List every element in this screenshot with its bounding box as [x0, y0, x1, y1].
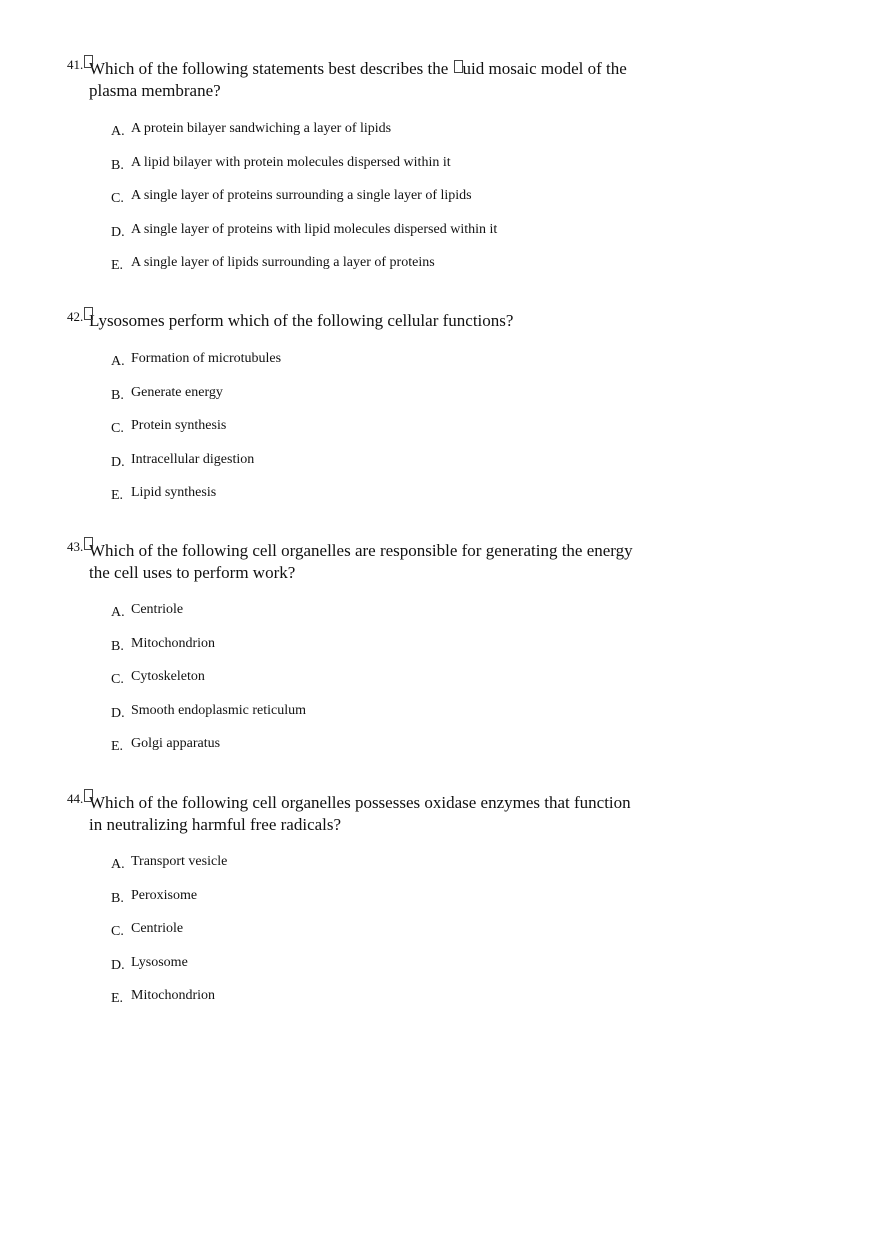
question-number: 43. — [67, 536, 93, 558]
option-letter: C. — [111, 924, 124, 939]
option-letter: A. — [111, 605, 125, 620]
option-letter: A. — [111, 354, 125, 369]
option-text: Mitochondrion — [131, 635, 215, 651]
option-letter: D. — [111, 957, 125, 973]
option-letter: D. — [111, 454, 125, 470]
answer-option-a[interactable] — [111, 350, 281, 384]
question-44 — [67, 791, 707, 1006]
option-letter: B. — [111, 387, 124, 403]
answer-option-c[interactable] — [111, 417, 281, 451]
answer-option-c[interactable] — [111, 920, 227, 954]
answer-option-e[interactable] — [111, 987, 227, 1021]
option-text: Protein synthesis — [131, 418, 227, 433]
question-text: Which of the following cell organelles are responsible for generating the energy the cell uses to perform work? — [89, 541, 633, 582]
missing-glyph-box — [84, 537, 93, 550]
answer-option-a[interactable] — [111, 120, 497, 154]
option-letter: E. — [111, 488, 124, 503]
question-41-stem — [67, 58, 707, 102]
answer-option-b[interactable] — [111, 384, 281, 418]
option-letter: C. — [111, 421, 124, 436]
answer-option-a[interactable] — [111, 853, 227, 887]
option-text: A protein bilayer sandwiching a layer of lipids — [131, 121, 392, 136]
option-text: A single layer of proteins surrounding a single layer of lipids — [131, 188, 472, 203]
option-text: Intracellular digestion — [131, 451, 255, 467]
answer-option-b[interactable] — [111, 154, 497, 188]
answer-option-c[interactable] — [111, 187, 497, 221]
answer-options — [111, 601, 306, 769]
question-44-stem — [67, 792, 707, 836]
answer-options — [111, 350, 281, 518]
option-letter: E. — [111, 991, 124, 1006]
option-letter: B. — [111, 157, 124, 173]
answer-option-d[interactable] — [111, 702, 306, 736]
answer-option-d[interactable] — [111, 954, 227, 988]
option-text: Centriole — [131, 602, 184, 617]
option-letter: C. — [111, 672, 124, 687]
missing-glyph-box — [454, 60, 463, 73]
option-letter: B. — [111, 638, 124, 654]
option-text: A single layer of lipids surrounding a layer of proteins — [131, 255, 435, 270]
missing-glyph-box — [84, 307, 93, 320]
option-text: A single layer of proteins with lipid molecules dispersed within it — [131, 221, 498, 237]
option-letter: E. — [111, 739, 124, 754]
option-text: Centriole — [131, 921, 184, 936]
question-43-stem — [67, 540, 707, 584]
question-text: Which of the following cell organelles possesses oxidase enzymes that function in neutralizing harmful free radicals? — [89, 793, 631, 834]
option-letter: E. — [111, 258, 124, 273]
question-42 — [67, 309, 707, 503]
answer-option-b[interactable] — [111, 887, 227, 921]
answer-option-c[interactable] — [111, 668, 306, 702]
answer-option-e[interactable] — [111, 484, 281, 518]
answer-option-d[interactable] — [111, 451, 281, 485]
option-letter: D. — [111, 705, 125, 721]
answer-option-e[interactable] — [111, 735, 306, 769]
question-number: 42. — [67, 306, 93, 328]
option-text: Lipid synthesis — [131, 485, 217, 500]
missing-glyph-box — [84, 789, 93, 802]
answer-options — [111, 120, 497, 288]
option-text: Lysosome — [131, 954, 188, 970]
answer-option-d[interactable] — [111, 221, 497, 255]
answer-options — [111, 853, 227, 1021]
option-letter: A. — [111, 124, 125, 139]
option-text: Formation of microtubules — [131, 351, 282, 366]
question-text: Which of the following statements best describes the uid mosaic model of the plasma membrane? — [89, 59, 627, 100]
option-letter: C. — [111, 191, 124, 206]
option-text: Mitochondrion — [131, 988, 215, 1003]
question-42-stem — [67, 310, 707, 332]
answer-option-b[interactable] — [111, 635, 306, 669]
missing-glyph-box — [84, 55, 93, 68]
option-text: Cytoskeleton — [131, 669, 205, 684]
option-text: Smooth endoplasmic reticulum — [131, 702, 306, 718]
option-text: Peroxisome — [131, 887, 198, 903]
option-text: A lipid bilayer with protein molecules dispersed within it — [131, 154, 451, 170]
answer-option-a[interactable] — [111, 601, 306, 635]
option-text: Golgi apparatus — [131, 736, 221, 751]
answer-option-e[interactable] — [111, 254, 497, 288]
question-number: 44. — [67, 788, 93, 810]
option-text: Generate energy — [131, 384, 223, 400]
option-text: Transport vesicle — [131, 854, 228, 869]
option-letter: A. — [111, 857, 125, 872]
option-letter: D. — [111, 224, 125, 240]
question-41 — [67, 57, 707, 273]
option-letter: B. — [111, 890, 124, 906]
question-43 — [67, 539, 707, 754]
question-number: 41. — [67, 54, 93, 76]
question-text: Lysosomes perform which of the following cellular functions? — [89, 311, 514, 330]
